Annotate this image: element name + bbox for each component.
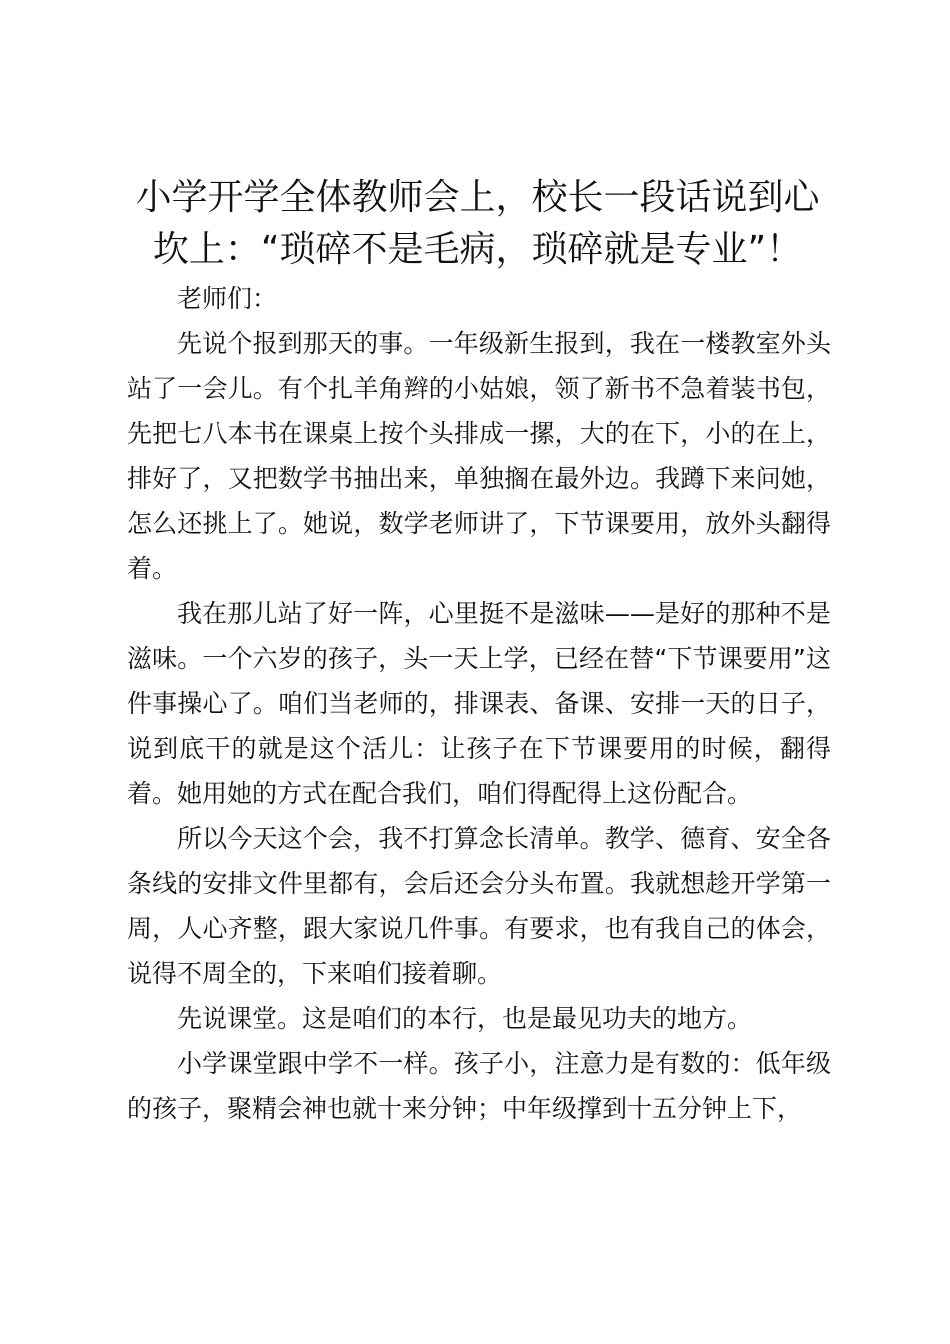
paragraph: 我在那儿站了好一阵，心里挺不是滋味——是好的那种不是滋味。一个六岁的孩子，头一天上学，已经在替“下节课要用”这件事操心了。咱们当老师的，排课表、备课、安排一天的日子，说到底干的就是这个活儿：让孩子在下节课要用的时候，翻得着。她用她的方式在配合我们，咱们得配得上这份配合。 xyxy=(127,599,831,808)
paragraph: 小学课堂跟中学不一样。孩子小，注意力是有数的：低年级的孩子，聚精会神也就十来分钟；中年级撑到十五分钟上下， xyxy=(127,1049,831,1123)
paragraph: 所以今天这个会，我不打算念长清单。教学、德育、安全各条线的安排文件里都有，会后还会分头布置。我就想趁开学第一周，人心齐整，跟大家说几件事。有要求，也有我自己的体会，说得不周全的，下来咱们接着聊。 xyxy=(127,824,831,988)
paragraph: 先说课堂。这是咱们的本行，也是最见功夫的地方。 xyxy=(177,1004,753,1033)
document-title: 小学开学全体教师会上，校长一段话说到心坎上：“琐碎不是毛病，琐碎就是专业”！ xyxy=(135,177,820,270)
paragraph: 先说个报到那天的事。一年级新生报到，我在一楼教室外头站了一会儿。有个扎羊角辫的小姑娘，领了新书不急着装书包，先把七八本书在课桌上按个头排成一摞，大的在下，小的在上，排好了，又把数学书抽出来，单独搁在最外边。我蹲下来问她，怎么还挑上了。她说，数学老师讲了，下节课要用，放外头翻得着。 xyxy=(127,329,831,583)
salutation: 老师们： xyxy=(177,284,278,313)
document-body xyxy=(127,276,831,1131)
